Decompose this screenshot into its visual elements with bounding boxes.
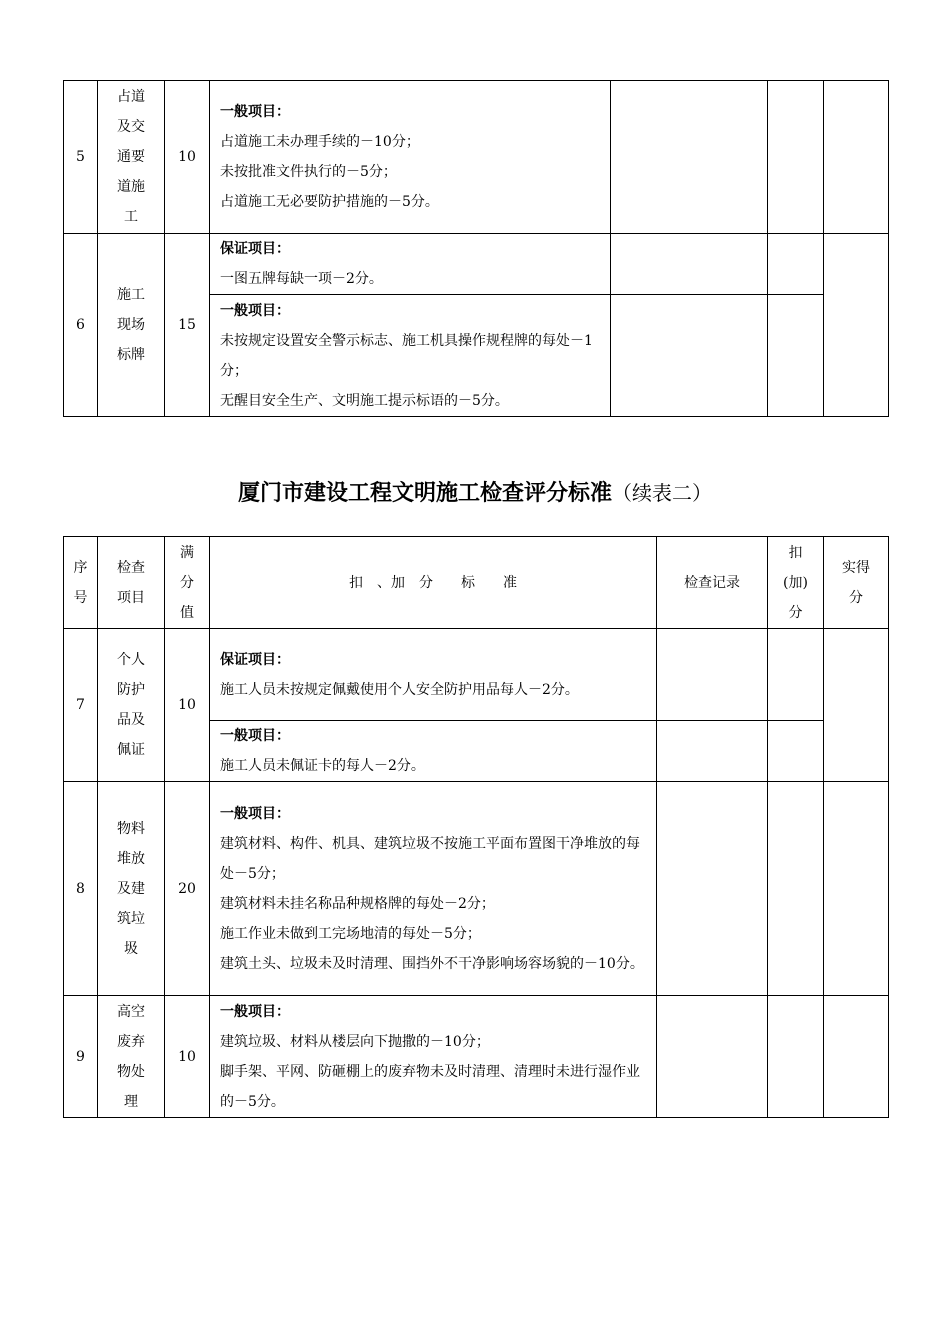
full-score: 20 [165,782,210,996]
criteria-cell [210,81,611,234]
table-row [64,234,889,295]
header-actual: 实得分 [824,537,889,629]
title-suffix: （续表二） [612,481,712,505]
actual-score-cell[interactable] [824,629,889,782]
criteria-line: 脚手架、平网、防砸棚上的废弃物未及时清理、清理时未进行湿作业的－5分。 [220,1063,640,1110]
check-item: 高空废弃物处理 [98,996,165,1118]
inspection-record-cell[interactable] [611,295,768,417]
scoring-table [63,536,889,1118]
criteria-line: 施工人员未佩证卡的每人－2分。 [220,758,425,774]
check-item: 个人防护品及佩证 [98,629,165,782]
row-number: 5 [64,81,98,234]
criteria-line: 建筑垃圾、材料从楼层向下抛撒的－10分； [220,1033,490,1050]
table-header-row [64,537,889,629]
deduction-cell[interactable] [768,996,824,1118]
criteria-heading: 一般项目： [220,728,290,744]
header-record: 检查记录 [657,537,768,629]
title-main: 厦门市建设工程文明施工检查评分标准 [237,481,612,506]
criteria-heading: 一般项目： [220,1003,290,1020]
inspection-record-cell[interactable] [657,629,768,721]
check-item: 占道及交通要道施工 [98,81,165,234]
row-number: 6 [64,234,98,417]
inspection-record-cell[interactable] [657,996,768,1118]
row-number: 7 [64,629,98,782]
inspection-record-cell[interactable] [657,782,768,996]
criteria-heading: 一般项目： [220,104,290,120]
criteria-cell [210,782,657,996]
criteria-heading: 保证项目： [220,241,290,257]
table-row [64,629,889,721]
criteria-cell [210,721,657,782]
criteria-line: 未按批准文件执行的－5分； [220,164,397,180]
row-number: 9 [64,996,98,1118]
full-score: 10 [165,81,210,234]
criteria-heading: 一般项目： [220,302,290,319]
criteria-line: 占道施工无必要防护措施的－5分。 [220,194,439,210]
row-number: 8 [64,782,98,996]
criteria-cell [210,996,657,1118]
criteria-line: 占道施工未办理手续的－10分； [220,134,420,150]
deduction-cell[interactable] [768,295,824,417]
page-title [0,476,950,511]
full-score: 10 [165,996,210,1118]
scoring-table-continued [63,80,889,417]
criteria-line: 一图五牌每缺一项－2分。 [220,271,383,287]
actual-score-cell[interactable] [824,81,889,234]
table-row [64,996,889,1118]
criteria-line: 建筑土头、垃圾未及时清理、围挡外不干净影响场容场貌的－10分。 [220,955,644,972]
full-score: 10 [165,629,210,782]
inspection-record-cell[interactable] [657,721,768,782]
criteria-cell [210,629,657,721]
check-item: 物料堆放及建筑垃圾 [98,782,165,996]
actual-score-cell[interactable] [824,234,889,417]
criteria-line: 建筑材料、构件、机具、建筑垃圾不按施工平面布置图干净堆放的每处－5分； [220,835,640,882]
full-score: 15 [165,234,210,417]
header-criteria: 扣 、加 分 标 准 [210,537,657,629]
table-row [64,81,889,234]
criteria-heading: 一般项目： [220,805,290,822]
criteria-heading: 保证项目： [220,651,290,668]
criteria-line: 施工人员未按规定佩戴使用个人安全防护用品每人－2分。 [220,681,579,698]
criteria-line: 施工作业未做到工完场地清的每处－5分； [220,925,481,942]
header-score: 满分值 [165,537,210,629]
deduction-cell[interactable] [768,721,824,782]
actual-score-cell[interactable] [824,782,889,996]
criteria-cell [210,295,611,417]
deduction-cell[interactable] [768,782,824,996]
deduction-cell[interactable] [768,234,824,295]
header-no: 序号 [64,537,98,629]
criteria-cell [210,234,611,295]
actual-score-cell[interactable] [824,996,889,1118]
deduction-cell[interactable] [768,629,824,721]
table-row [64,782,889,996]
criteria-line: 建筑材料未挂名称品种规格牌的每处－2分； [220,895,495,912]
criteria-line: 无醒目安全生产、文明施工提示标语的－5分。 [220,392,509,409]
header-deduct: 扣(加)分 [768,537,824,629]
header-item: 检查项目 [98,537,165,629]
criteria-line: 未按规定设置安全警示标志、施工机具操作规程牌的每处－1分； [220,332,593,379]
check-item: 施工现场标牌 [98,234,165,417]
inspection-record-cell[interactable] [611,81,768,234]
inspection-record-cell[interactable] [611,234,768,295]
deduction-cell[interactable] [768,81,824,234]
